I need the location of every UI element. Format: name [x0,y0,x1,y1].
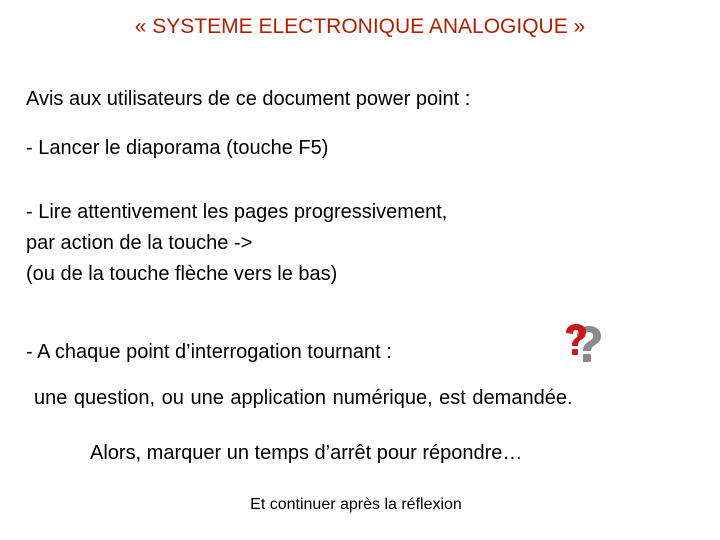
pause-instruction-text: Alors, marquer un temps d’arrêt pour répondre… [90,442,523,464]
rotating-question-mark-icon [562,322,604,366]
step-question-mark: - A chaque point d’interrogation tournant : [26,341,392,363]
step-read-pages-line: - Lire attentivement les pages progressivement, [26,201,448,223]
intro-text: Avis aux utilisateurs de ce document power point : [26,88,471,110]
step-launch-slideshow: - Lancer le diaporama (touche F5) [26,137,329,159]
footer-text: Et continuer après la réflexion [250,496,462,513]
slide-title: « SYSTEME ELECTRONIQUE ANALOGIQUE » [134,15,586,38]
question-info-text: une question, ou une application numérique, est demandée. [34,387,573,409]
question-mark-front [566,324,586,355]
step-read-pages-line: (ou de la touche flèche vers le bas) [26,263,338,285]
step-read-pages-line: par action de la touche -> [26,232,253,254]
step-read-pages [26,197,447,290]
